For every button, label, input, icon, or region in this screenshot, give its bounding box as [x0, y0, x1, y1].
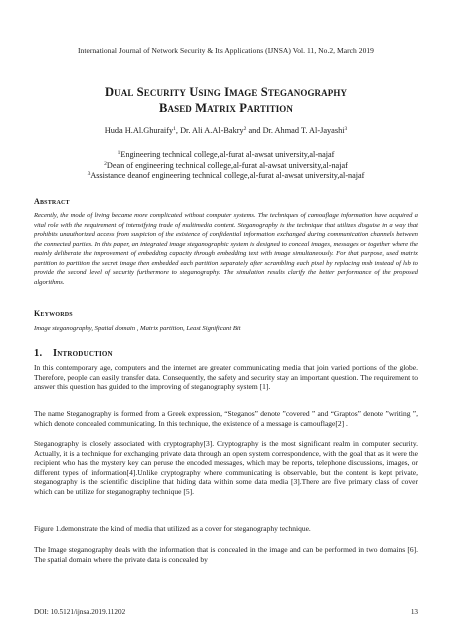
- affiliation-text: Engineering technical college,al-furat al-awsat university,al-najaf: [120, 150, 335, 159]
- doi-text: DOI: 10.5121/ijnsa.2019.11202: [34, 608, 126, 616]
- affiliation-text: Assistance deanof engineering technical college,al-furat al-awsat university,al-najaf: [90, 171, 365, 180]
- abstract-heading: Abstract: [34, 197, 70, 206]
- author-name: Dr. Ahmad T. Al-Jayashi: [262, 126, 345, 135]
- author-separator: ,: [175, 126, 181, 135]
- body-paragraph: The name Steganography is formed from a Greek expression, “Steganos” denote ”covered ” and “Graptos” denote ”writing ”, which denote concealed communicating. In this technique, the existence of a message is camouflage[2] .: [34, 409, 418, 428]
- author-affiliation-mark: 2: [243, 126, 247, 132]
- body-paragraph: The Image steganography deals with the information that is concealed in the image and can be performed in two domains [6]. The spatial domain where the private data is concealed by: [34, 545, 418, 564]
- affiliation-mark: 1: [117, 150, 121, 156]
- affiliation-list: [20, 150, 432, 182]
- figure-reference-paragraph: Figure 1.demonstrate the kind of media that utilized as a cover for steganography technique.: [34, 524, 311, 533]
- page-footer: [34, 608, 418, 616]
- author-name: Dr. Ali A.Al-Bakry: [180, 126, 244, 135]
- paper-title-line-2: Based Matrix Partition: [158, 101, 293, 115]
- section-title: Introduction: [53, 348, 113, 359]
- introduction-heading: [34, 348, 113, 359]
- affiliation-mark: 3: [87, 171, 91, 177]
- affiliation-line: [20, 161, 432, 172]
- author-separator: and: [246, 126, 263, 135]
- author-name: Huda H.Al.Ghuraify: [104, 126, 174, 135]
- author-affiliation-mark: 1: [173, 126, 176, 132]
- author-list: [20, 126, 432, 135]
- author-affiliation-mark: 3: [344, 126, 348, 132]
- body-paragraph: Steganography is closely associated with cryptography[3]. Cryptography is the most significant realm in computer security. Actually, it is a technique for exchanging private data through an open system correspondence, with the goal that as it were the recipient who has the mystery key can peruse the encoded messages, which may be reports, telephone discussions, images, or different types of information[4].Unlike cryptography where communicating is observable, but the content is kept private, steganography is the scientific discipline that hiding data within some data media [3].There are five primary class of cover which can be utilize for steganography technique [5].: [34, 439, 418, 496]
- section-number: 1.: [34, 348, 43, 359]
- keywords-text: Image steganography, Spatial domain , Matrix partition, Least Significant Bit: [34, 325, 241, 332]
- journal-header: International Journal of Network Security & Its Applications (IJNSA) Vol. 11, No.2, March 2019: [78, 46, 374, 55]
- keywords-heading: Keywords: [34, 309, 73, 318]
- paper-title-line-1: Dual Security Using Image Steganography: [104, 85, 348, 99]
- page-number: 13: [410, 608, 418, 616]
- affiliation-line: [20, 150, 432, 161]
- affiliation-mark: 2: [104, 160, 107, 167]
- body-paragraph: In this contemporary age, computers and the internet are greater communicating media that join varied portions of the globe. Therefore, people can easily transfer data. Consequently, the safety and security stay an important question. The requirement to answer this question has guided to the improving of steganography system [1].: [34, 363, 418, 392]
- paper-title: [40, 84, 412, 116]
- abstract-text: Recently, the mode of living became more complicated without computer systems. The techniques of camouflage information have acquired a vital role with the requirement of intensifying trade of multimedia content. Steganography is the technique that utilizes disguise in a way that prohibits unauthorized access from suspicion of the existence of confidential information exchanged during communication channels between the connected parties. In this paper, an integrated image steganographic system is designed to conceal images, messages or together where the mainly deliberate the improvement of embedding capacity through embedding text with image simultaneously. For that purpose, used matrix partition to partition the secret image then embedded each partition separately after scrambling each pixel by replacing msb instead of lsb to provide the second level of security furthermore to steganography. The simulation results clarify the better performance of the proposed algorithms.: [34, 212, 418, 286]
- affiliation-text: Dean of engineering technical college,al-furat al-awsat university,al-najaf: [106, 160, 348, 170]
- affiliation-line: [20, 171, 432, 182]
